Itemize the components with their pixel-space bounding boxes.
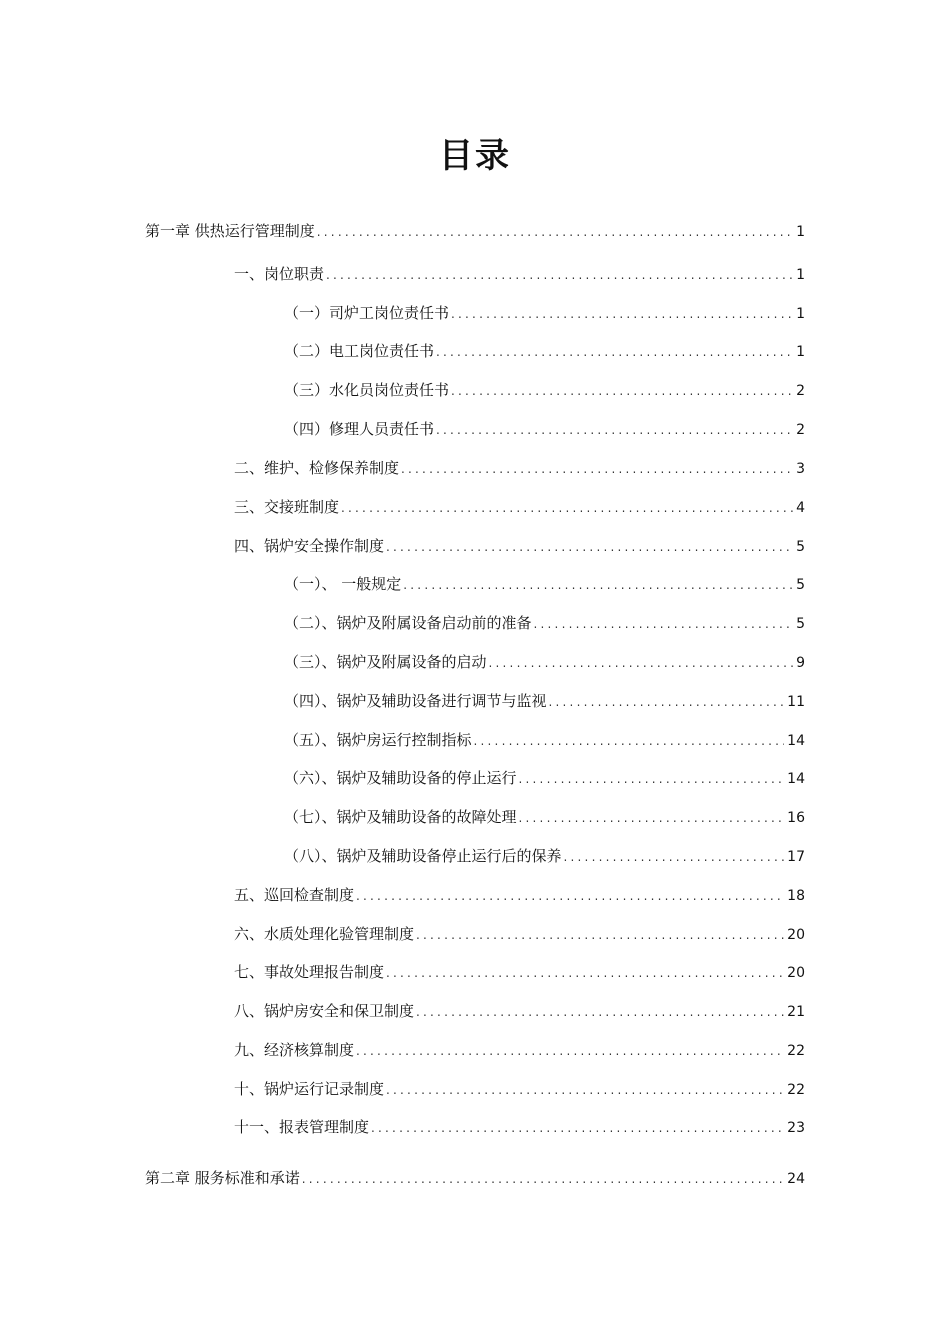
toc-page-number: 5 — [796, 539, 805, 555]
toc-entry-section-9[interactable] — [234, 1038, 805, 1062]
toc-entry-subsection[interactable] — [284, 301, 805, 325]
toc-entry-label: 三、交接班制度 — [234, 498, 340, 516]
toc-entry-section-11[interactable] — [234, 1115, 805, 1139]
toc-entry-subsection[interactable] — [284, 766, 805, 790]
toc-entry-label: 十一、报表管理制度 — [234, 1118, 370, 1136]
toc-leader-dots — [386, 1078, 784, 1102]
toc-entry-label: 六、水质处理化验管理制度 — [234, 925, 415, 943]
toc-entry-label: 四、锅炉安全操作制度 — [234, 537, 385, 555]
toc-leader-dots — [371, 1116, 784, 1140]
toc-entry-section-10[interactable] — [234, 1077, 805, 1101]
toc-entry-label: （三）、锅炉及附属设备的启动 — [284, 653, 487, 671]
toc-entry-label: （四）、锅炉及辅助设备进行调节与监视 — [284, 692, 547, 710]
toc-entry-label: （六）、锅炉及辅助设备的停止运行 — [284, 769, 517, 787]
toc-page-number: 2 — [796, 422, 805, 438]
toc-leader-dots — [436, 340, 793, 364]
toc-entry-subsection[interactable] — [284, 728, 805, 752]
toc-entry-subsection[interactable] — [284, 805, 805, 829]
toc-leader-dots — [451, 379, 793, 403]
toc-entry-label: （二）、锅炉及附属设备启动前的准备 — [284, 614, 532, 632]
toc-entry-label: 五、巡回检查制度 — [234, 886, 355, 904]
toc-title: 目录 — [439, 136, 511, 176]
toc-page-number: 14 — [787, 733, 805, 749]
toc-page-number: 4 — [796, 500, 805, 516]
toc-page-number: 18 — [787, 888, 805, 904]
toc-leader-dots — [302, 1167, 784, 1191]
toc-page-number: 14 — [787, 771, 805, 787]
toc-entry-subsection[interactable] — [284, 650, 805, 674]
toc-leader-dots — [356, 1039, 784, 1063]
toc-entry-section-6[interactable] — [234, 922, 805, 946]
toc-entry-section-2[interactable] — [234, 456, 805, 480]
toc-leader-dots — [403, 573, 793, 597]
toc-entry-subsection[interactable] — [284, 339, 805, 363]
toc-entry-label: 二、维护、检修保养制度 — [234, 459, 400, 477]
toc-page-number: 20 — [787, 965, 805, 981]
toc-page-number: 23 — [787, 1120, 805, 1136]
toc-entry-label: （一）、 一般规定 — [284, 575, 402, 593]
toc-page-number: 11 — [787, 694, 805, 710]
toc-entry-subsection[interactable] — [284, 611, 805, 635]
toc-entry-label: （七）、锅炉及辅助设备的故障处理 — [284, 808, 517, 826]
toc-entry-label: 一、岗位职责 — [234, 265, 325, 283]
toc-entry-label: （八）、锅炉及辅助设备停止运行后的保养 — [284, 847, 562, 865]
toc-page-number: 1 — [796, 267, 805, 283]
toc-entry-label: 十、锅炉运行记录制度 — [234, 1080, 385, 1098]
toc-entry-section-5[interactable] — [234, 883, 805, 907]
toc-entry-subsection[interactable] — [284, 417, 805, 441]
toc-entry-label: 九、经济核算制度 — [234, 1041, 355, 1059]
toc-page-number: 1 — [796, 224, 805, 240]
toc-entry-label: （一）司炉工岗位责任书 — [284, 304, 450, 322]
toc-leader-dots — [564, 845, 785, 869]
toc-leader-dots — [326, 263, 793, 287]
toc-page-number: 1 — [796, 344, 805, 360]
toc-page-number: 22 — [787, 1043, 805, 1059]
toc-entry-chapter-2[interactable] — [145, 1166, 805, 1190]
toc-entry-section-3[interactable] — [234, 495, 805, 519]
toc-page-number: 21 — [787, 1004, 805, 1020]
toc-entry-label: （三）水化员岗位责任书 — [284, 381, 450, 399]
toc-leader-dots — [416, 1000, 784, 1024]
toc-entry-label: （二）电工岗位责任书 — [284, 342, 435, 360]
toc-page-number: 24 — [787, 1171, 805, 1187]
toc-entry-label: 第二章 服务标准和承诺 — [145, 1169, 300, 1187]
toc-entry-subsection[interactable] — [284, 572, 805, 596]
toc-leader-dots — [317, 220, 793, 244]
toc-page-number: 9 — [796, 655, 805, 671]
toc-entry-subsection[interactable] — [284, 378, 805, 402]
toc-page-number: 1 — [796, 306, 805, 322]
toc-entry-section-7[interactable] — [234, 960, 805, 984]
toc-leader-dots — [549, 690, 785, 714]
toc-entry-subsection[interactable] — [284, 844, 805, 868]
toc-entry-label: 八、锅炉房安全和保卫制度 — [234, 1002, 415, 1020]
toc-entry-label: 七、事故处理报告制度 — [234, 963, 385, 981]
toc-leader-dots — [534, 612, 794, 636]
toc-leader-dots — [451, 302, 793, 326]
toc-page-number: 22 — [787, 1082, 805, 1098]
toc-leader-dots — [489, 651, 794, 675]
toc-page-number: 2 — [796, 383, 805, 399]
toc-entry-label: 第一章 供热运行管理制度 — [145, 222, 315, 240]
toc-leader-dots — [519, 806, 785, 830]
toc-leader-dots — [436, 418, 793, 442]
toc-entry-label: （四）修理人员责任书 — [284, 420, 435, 438]
toc-page-number: 5 — [796, 577, 805, 593]
toc-leader-dots — [341, 496, 793, 520]
toc-page-number: 17 — [787, 849, 805, 865]
toc-entry-section-4[interactable] — [234, 534, 805, 558]
toc-entry-subsection[interactable] — [284, 689, 805, 713]
toc-page-number: 20 — [787, 927, 805, 943]
toc-page-number: 16 — [787, 810, 805, 826]
toc-leader-dots — [386, 535, 793, 559]
toc-leader-dots — [416, 923, 784, 947]
toc-page-number: 5 — [796, 616, 805, 632]
toc-leader-dots — [386, 961, 784, 985]
toc-leader-dots — [519, 767, 785, 791]
toc-leader-dots — [401, 457, 793, 481]
toc-page-number: 3 — [796, 461, 805, 477]
toc-leader-dots — [474, 729, 785, 753]
toc-entry-section-8[interactable] — [234, 999, 805, 1023]
toc-leader-dots — [356, 884, 784, 908]
toc-entry-section-1[interactable] — [234, 262, 805, 286]
toc-entry-label: （五）、锅炉房运行控制指标 — [284, 731, 472, 749]
toc-entry-chapter-1[interactable] — [145, 219, 805, 243]
